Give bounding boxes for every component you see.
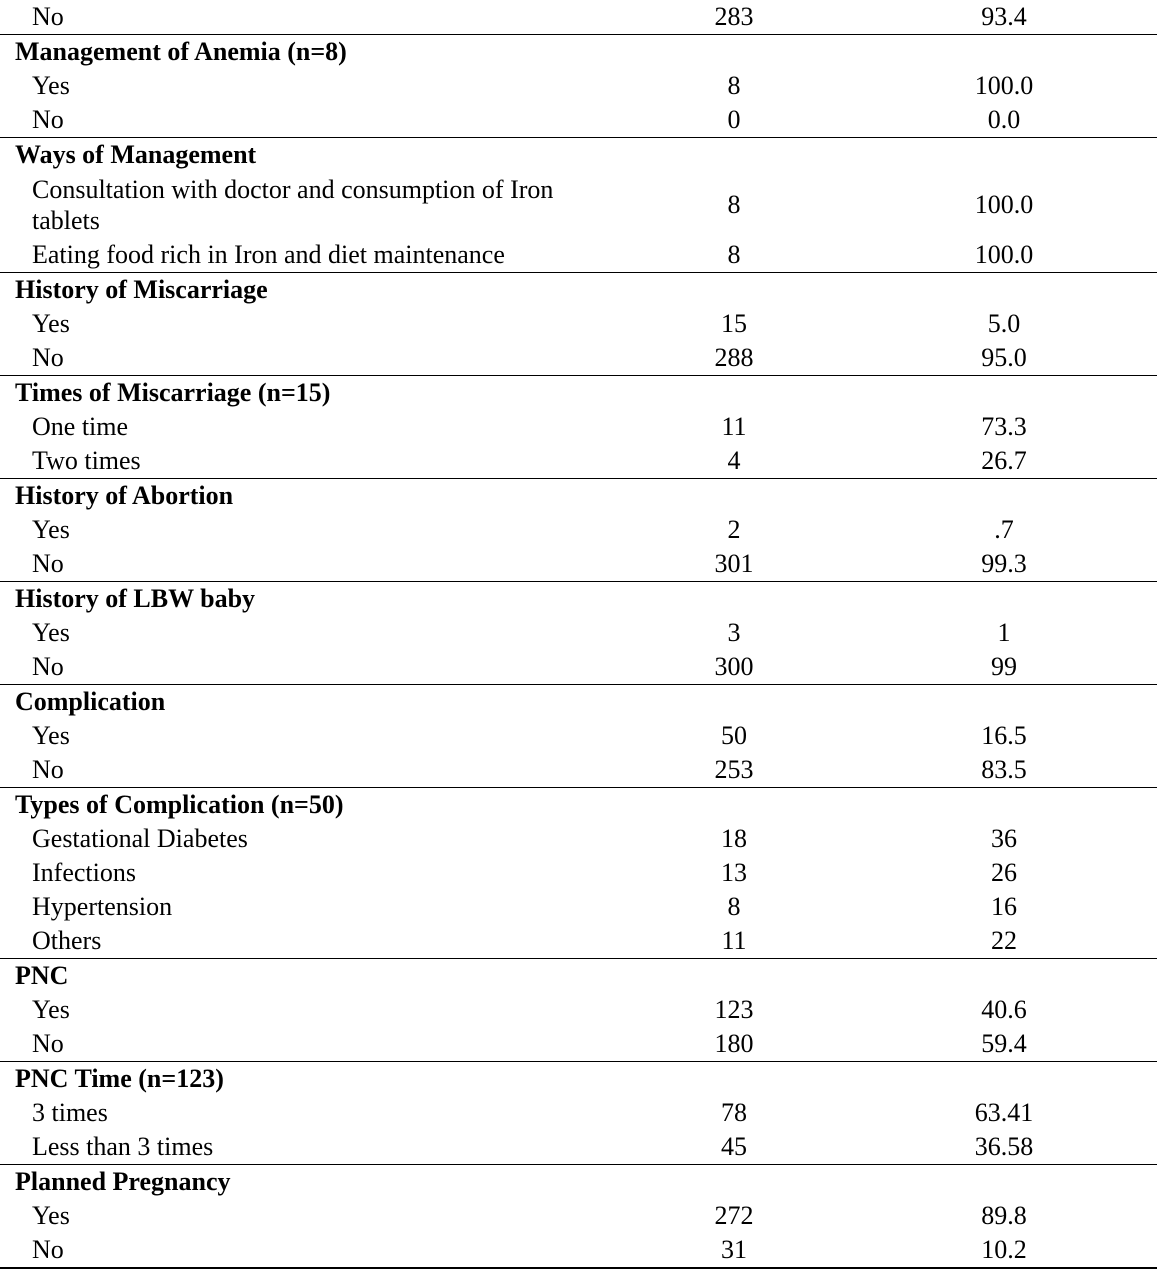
table-row: [0, 103, 1157, 137]
count-cell: 8: [727, 240, 741, 269]
count-cell: 8: [727, 71, 741, 100]
table-row: [0, 307, 1157, 341]
count-cell: 283: [714, 2, 754, 31]
count-cell: 11: [721, 412, 747, 441]
percent-cell: 100.0: [974, 71, 1034, 100]
row-label: Eating food rich in Iron and diet maintenance: [32, 240, 505, 269]
section-title: Ways of Management: [15, 140, 257, 169]
section-header: [0, 35, 1157, 69]
row-label: Hypertension: [32, 892, 173, 921]
count-cell: 45: [721, 1132, 747, 1161]
percent-cell: 73.3: [981, 412, 1027, 441]
table-row: [0, 513, 1157, 547]
count-cell: 180: [714, 1029, 754, 1058]
table-row: [0, 238, 1157, 272]
row-label: No: [32, 1029, 64, 1058]
count-cell: 4: [727, 446, 741, 475]
percent-cell: 89.8: [981, 1201, 1027, 1230]
section-header: [0, 273, 1157, 307]
section-title: Management of Anemia (n=8): [15, 37, 347, 66]
count-cell: 300: [714, 652, 754, 681]
percent-cell: 1: [997, 618, 1011, 647]
table-section: [0, 582, 1157, 685]
section-title: PNC Time (n=123): [15, 1064, 224, 1093]
percent-cell: 100.0: [974, 190, 1034, 219]
table-row: [0, 410, 1157, 444]
table-row: [0, 547, 1157, 581]
row-label: No: [32, 549, 64, 578]
percent-cell: 99: [991, 652, 1017, 681]
table-row: [0, 1096, 1157, 1130]
table-row: [0, 1130, 1157, 1164]
count-cell: 50: [721, 721, 747, 750]
table-row: [0, 0, 1157, 34]
table-row: [0, 444, 1157, 478]
percent-cell: 95.0: [981, 343, 1027, 372]
row-label: Yes: [32, 71, 70, 100]
percent-cell: 63.41: [974, 1098, 1034, 1127]
section-header: [0, 1165, 1157, 1199]
table-row: [0, 650, 1157, 684]
row-label: Consultation with doctor and consumption of Iron tablets: [32, 175, 554, 235]
table-row: [0, 719, 1157, 753]
row-label: No: [32, 652, 64, 681]
count-cell: 18: [721, 824, 747, 853]
percent-cell: 16: [991, 892, 1017, 921]
percent-cell: 99.3: [981, 549, 1027, 578]
row-label: Yes: [32, 721, 70, 750]
count-cell: 0: [727, 105, 741, 134]
percent-cell: 40.6: [981, 995, 1027, 1024]
percent-cell: 10.2: [981, 1235, 1027, 1264]
section-title: History of LBW baby: [15, 584, 256, 613]
section-header: [0, 1062, 1157, 1096]
count-cell: 3: [727, 618, 741, 647]
count-cell: 123: [714, 995, 754, 1024]
count-cell: 8: [727, 190, 741, 219]
count-cell: 11: [721, 926, 747, 955]
count-cell: 288: [714, 343, 754, 372]
table-row: [0, 993, 1157, 1027]
count-cell: 78: [721, 1098, 747, 1127]
table-row: [0, 616, 1157, 650]
table-row: [0, 890, 1157, 924]
section-title: Complication: [15, 687, 166, 716]
row-label: Yes: [32, 995, 70, 1024]
table-row: [0, 1233, 1157, 1267]
table-row: [0, 924, 1157, 958]
section-header: [0, 685, 1157, 719]
percent-cell: 26.7: [981, 446, 1027, 475]
count-cell: 13: [721, 858, 747, 887]
row-label: Others: [32, 926, 102, 955]
table-section: [0, 138, 1157, 273]
row-label: Less than 3 times: [32, 1132, 214, 1161]
row-label: Gestational Diabetes: [32, 824, 248, 853]
section-title: Types of Complication (n=50): [15, 790, 344, 819]
table-section: [0, 1165, 1157, 1269]
percent-cell: 59.4: [981, 1029, 1027, 1058]
percent-cell: 36.58: [974, 1132, 1034, 1161]
row-label: No: [32, 2, 64, 31]
section-title: PNC: [15, 961, 69, 990]
row-label: No: [32, 343, 64, 372]
percent-cell: 100.0: [974, 240, 1034, 269]
section-header: [0, 138, 1157, 172]
count-cell: 31: [721, 1235, 747, 1264]
table-section: [0, 959, 1157, 1062]
row-label: No: [32, 105, 64, 134]
row-label: Yes: [32, 309, 70, 338]
table-row: [0, 1027, 1157, 1061]
percent-cell: 0.0: [987, 105, 1021, 134]
row-label: Yes: [32, 515, 70, 544]
row-label: Yes: [32, 1201, 70, 1230]
count-cell: 272: [714, 1201, 754, 1230]
percent-cell: .7: [994, 515, 1014, 544]
row-label: No: [32, 1235, 64, 1264]
row-label: No: [32, 755, 64, 784]
section-header: [0, 582, 1157, 616]
table-row: [0, 822, 1157, 856]
table-section: [0, 685, 1157, 788]
table-row: [0, 69, 1157, 103]
section-header: [0, 788, 1157, 822]
count-cell: 301: [714, 549, 754, 578]
table-section: [0, 0, 1157, 35]
table-section: [0, 1062, 1157, 1165]
row-label: Yes: [32, 618, 70, 647]
section-header: [0, 959, 1157, 993]
table-section: [0, 788, 1157, 959]
table-section: [0, 273, 1157, 376]
percent-cell: 5.0: [987, 309, 1021, 338]
count-cell: 2: [727, 515, 741, 544]
table-row: [0, 172, 1157, 238]
section-title: Times of Miscarriage (n=15): [15, 378, 331, 407]
section-header: [0, 376, 1157, 410]
count-cell: 8: [727, 892, 741, 921]
percent-cell: 16.5: [981, 721, 1027, 750]
count-cell: 15: [721, 309, 747, 338]
table-section: [0, 479, 1157, 582]
row-label: One time: [32, 412, 129, 441]
percent-cell: 83.5: [981, 755, 1027, 784]
table-row: [0, 341, 1157, 375]
table-row: [0, 1199, 1157, 1233]
percent-cell: 36: [991, 824, 1017, 853]
percent-cell: 26: [991, 858, 1017, 887]
row-label: 3 times: [32, 1098, 108, 1127]
count-cell: 253: [714, 755, 754, 784]
table-row: [0, 753, 1157, 787]
table-row: [0, 856, 1157, 890]
section-title: History of Miscarriage: [15, 275, 268, 304]
percent-cell: 93.4: [981, 2, 1027, 31]
percent-cell: 22: [991, 926, 1017, 955]
section-title: History of Abortion: [15, 481, 234, 510]
row-label: Two times: [32, 446, 141, 475]
row-label: Infections: [32, 858, 136, 887]
section-title: Planned Pregnancy: [15, 1167, 231, 1196]
section-header: [0, 479, 1157, 513]
table-section: [0, 376, 1157, 479]
table-section: [0, 35, 1157, 138]
